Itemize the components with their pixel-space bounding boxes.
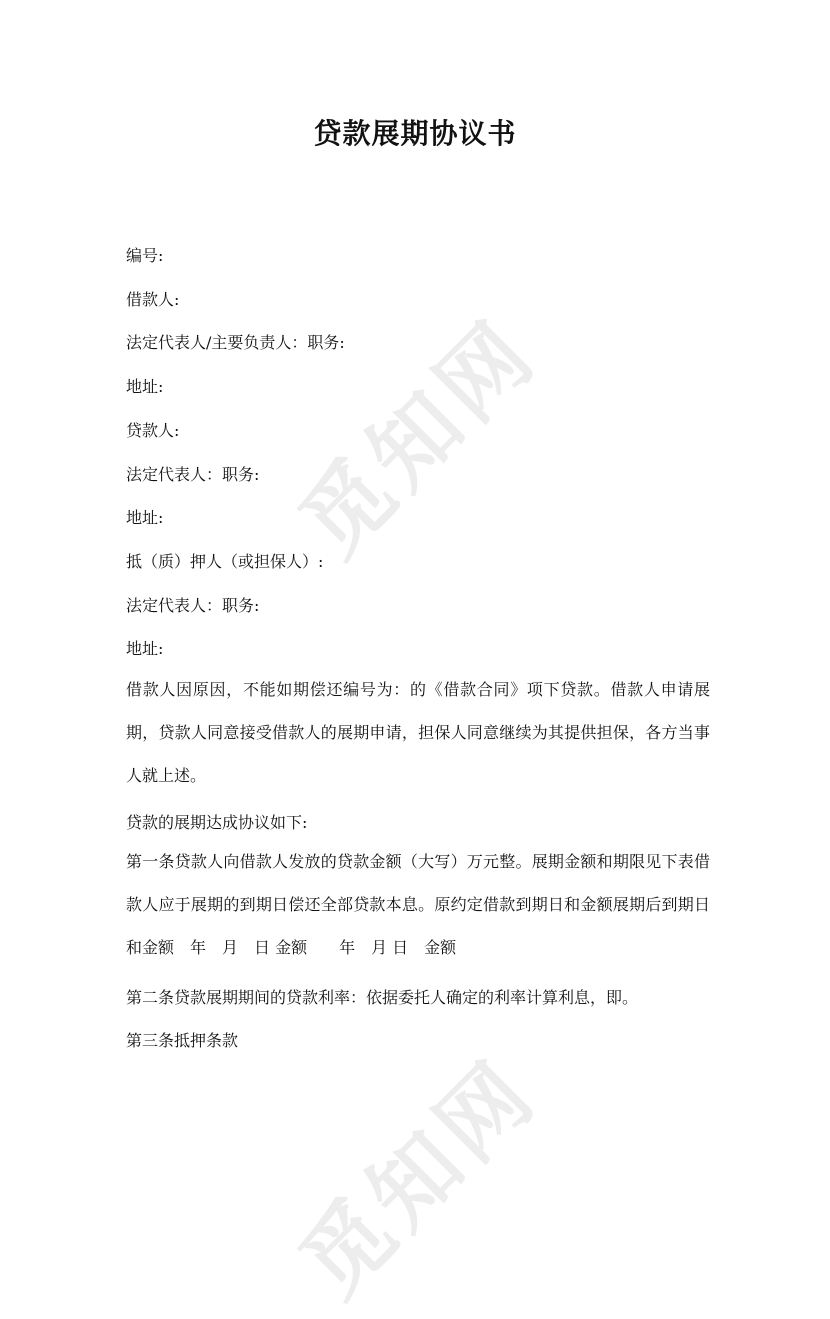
field-borrower: 借款人:: [126, 290, 180, 309]
agreement-intro: 贷款的展期达成协议如下:: [126, 813, 308, 832]
field-borrower-address: 地址:: [126, 377, 164, 396]
field-number: 编号:: [126, 246, 164, 265]
watermark-bottom: 觅知网: [280, 1039, 557, 1316]
field-borrower-legal-rep: 法定代表人/主要负责人：职务:: [126, 333, 345, 352]
field-guarantor-legal-rep: 法定代表人：职务:: [126, 596, 260, 615]
document-title: 贷款展期协议书: [313, 117, 517, 150]
paragraph-extension-request: 借款人因原因，不能如期偿还编号为：的《借款合同》项下贷款。借款人申请展期，贷款人同意接受借款人的展期申请，担保人同意继续为其提供担保，各方当事人就上述。: [126, 680, 710, 785]
field-guarantor: 抵（质）押人（或担保人）:: [126, 552, 324, 571]
field-guarantor-address: 地址:: [126, 639, 164, 658]
watermark-top: 觅知网: [280, 299, 557, 576]
field-lender: 贷款人:: [126, 421, 180, 440]
article-3: 第三条抵押条款: [126, 1031, 239, 1050]
article-1: 第一条贷款人向借款人发放的贷款金额（大写）万元整。展期金额和期限见下表借款人应于展期的到期日偿还全部贷款本息。原约定借款到期日和金额展期后到期日和金额 年 月 日 金额 年 月 日 金额: [126, 852, 710, 957]
field-lender-address: 地址:: [126, 508, 164, 527]
article-2: 第二条贷款展期期间的贷款利率：依据委托人确定的利率计算利息，即。: [126, 988, 639, 1007]
field-lender-legal-rep: 法定代表人：职务:: [126, 465, 260, 484]
